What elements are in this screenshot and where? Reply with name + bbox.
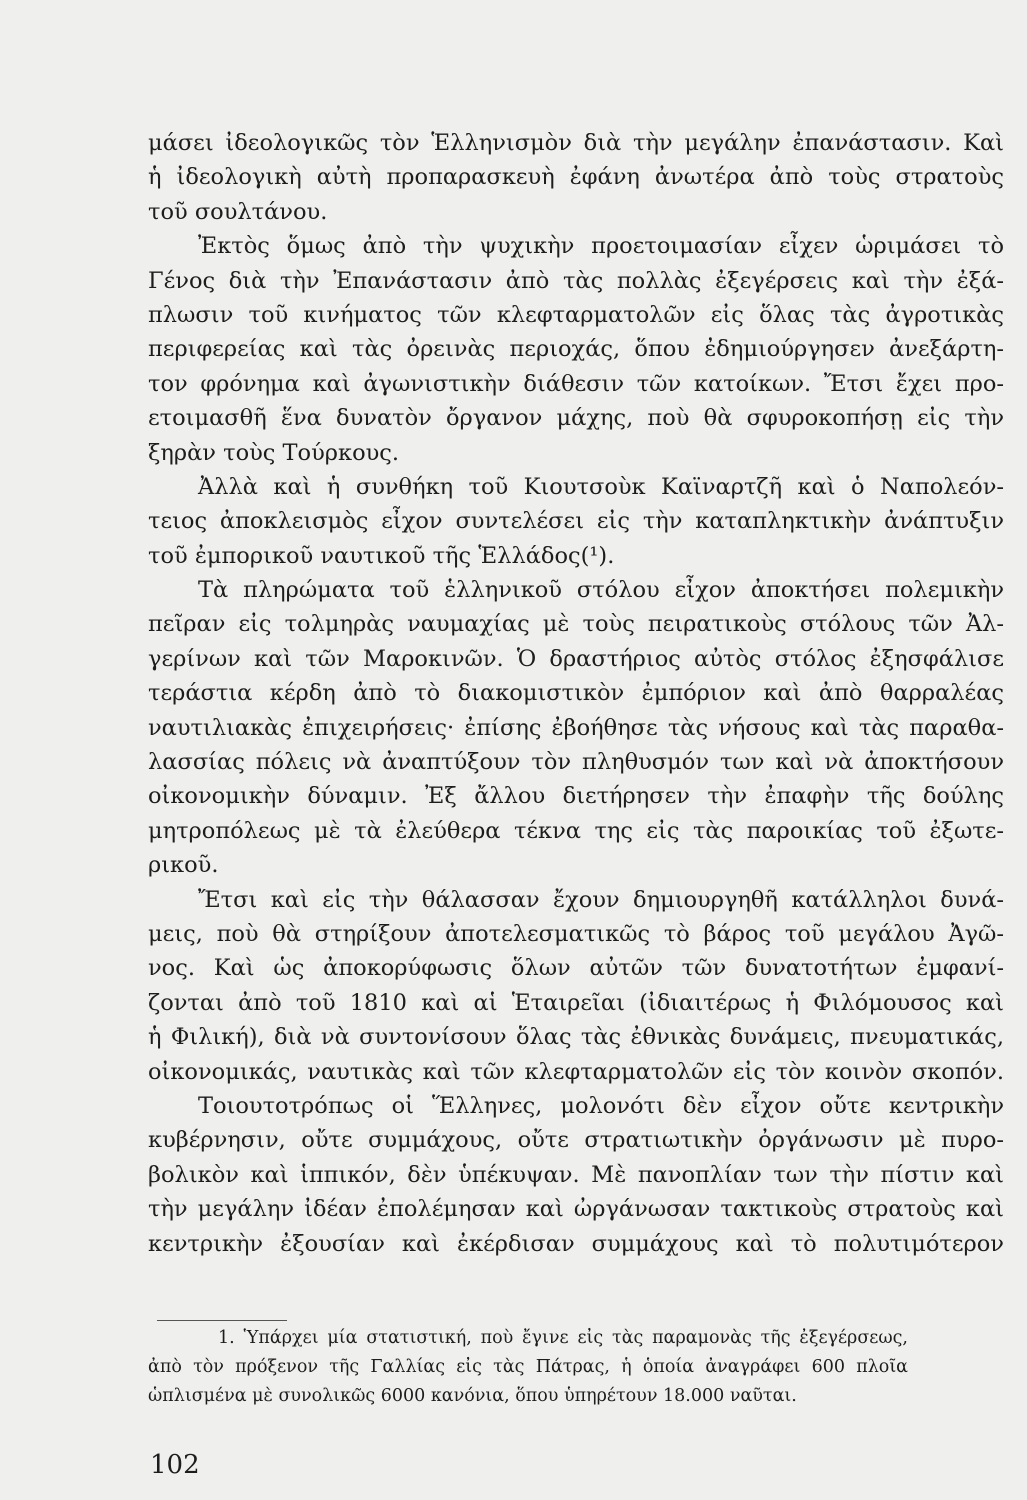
body-line: ἡ ἰδεολογικὴ αὐτὴ προπαρασκευὴ ἐφάνη ἀνωτέρα ἀπὸ τοὺς στρατοὺς [148, 164, 1004, 191]
body-line: οἰκονομικὴν δύναμιν. Ἐξ ἄλλου διετήρησεν τὴν ἐπαφὴν τῆς δούλης [148, 783, 1004, 810]
body-line: γερίνων καὶ τῶν Μαροκινῶν. Ὁ δραστήριος αὐτὸς στόλος ἐξησφάλισε [148, 645, 1004, 672]
body-line: ετοιμασθῆ ἕνα δυνατὸν ὄργανον μάχης, ποὺ θὰ σφυροκοπήσῃ εἰς τὴν [148, 405, 1004, 432]
body-line: πλωσιν τοῦ κινήματος τῶν κλεφταρματολῶν εἰς ὅλας τὰς ἀγροτικὰς [148, 301, 1004, 328]
body-line: μεις, ποὺ θὰ στηρίξουν ἀποτελεσματικῶς τὸ βάρος τοῦ μεγάλου Ἀγῶ- [148, 920, 1004, 947]
body-line: περιφερείας καὶ τὰς ὀρεινὰς περιοχάς, ὅπου ἐδημιούργησεν ἀνεξάρτη- [148, 336, 1004, 363]
body-line: Τοιουτοτρόπως οἱ Ἕλληνες, μολονότι δὲν εἶχον οὔτε κεντρικὴν [198, 1092, 1004, 1119]
body-line: Γένος διὰ τὴν Ἐπανάστασιν ἀπὸ τὰς πολλὰς ἐξεγέρσεις καὶ τὴν ἐξά- [148, 267, 1004, 294]
body-line: τὴν μεγάλην ἰδέαν ἐπολέμησαν καὶ ὠργάνωσαν τακτικοὺς στρατοὺς καὶ [148, 1196, 1004, 1223]
body-line: Ἐκτὸς ὅμως ἀπὸ τὴν ψυχικὴν προετοιμασίαν εἶχεν ὡριμάσει τὸ [198, 233, 1004, 260]
body-line: οἰκονομικάς, ναυτικὰς καὶ τῶν κλεφταρματολῶν εἰς τὸν κοινὸν σκοπόν. [148, 1058, 1004, 1085]
body-line: τοῦ ἐμπορικοῦ ναυτικοῦ τῆς Ἑλλάδος(¹). [148, 542, 615, 569]
body-line: νος. Καὶ ὡς ἀποκορύφωσις ὅλων αὐτῶν τῶν δυνατοτήτων ἐμφανί- [148, 955, 1004, 982]
body-line: βολικὸν καὶ ἱππικόν, δὲν ὑπέκυψαν. Μὲ πανοπλίαν των τὴν πίστιν καὶ [148, 1161, 1004, 1188]
body-line: ναυτιλιακὰς ἐπιχειρήσεις· ἐπίσης ἐβοήθησε τὰς νήσους καὶ τὰς παραθα- [148, 714, 1004, 741]
body-line: τειος ἀποκλεισμὸς εἶχον συντελέσει εἰς τὴν καταπληκτικὴν ἀνάπτυξιν [148, 508, 1004, 535]
body-line: τεράστια κέρδη ἀπὸ τὸ διακομιστικὸν ἐμπόριον καὶ ἀπὸ θαρραλέας [148, 680, 1004, 707]
body-line: ρικοῦ. [148, 852, 219, 879]
body-line: Ἔτσι καὶ εἰς τὴν θάλασσαν ἔχουν δημιουργηθῆ κατάλληλοι δυνά- [198, 886, 1004, 913]
body-line: κυβέρνησιν, οὔτε συμμάχους, οὔτε στρατιωτικὴν ὀργάνωσιν μὲ πυρο- [148, 1127, 1004, 1154]
footnote-line: 1. Ὑπάρχει μία στατιστική, ποὺ ἔγινε εἰς τὰς παραμονὰς τῆς ἐξεγέρσεως, [218, 1328, 908, 1348]
body-line: Ἀλλὰ καὶ ἡ συνθήκη τοῦ Κιουτσοὺκ Καϊναρτζῆ καὶ ὁ Ναπολεόν- [198, 473, 1004, 500]
body-line: ζονται ἀπὸ τοῦ 1810 καὶ αἱ Ἑταιρεῖαι (ἰδιαιτέρως ἡ Φιλόμουσος καὶ [148, 989, 1004, 1016]
body-line: τον φρόνημα καὶ ἀγωνιστικὴν διάθεσιν τῶν κατοίκων. Ἔτσι ἔχει προ- [148, 370, 1004, 397]
body-line: τοῦ σουλτάνου. [148, 198, 328, 225]
footnote-line: ἀπὸ τὸν πρόξενον τῆς Γαλλίας εἰς τὰς Πάτρας, ἡ ὁποία ἀναγράφει 600 πλοῖα [148, 1357, 908, 1377]
footnote-line: ὡπλισμένα μὲ συνολικῶς 6000 κανόνια, ὅπου ὑπηρέτουν 18.000 ναῦται. [148, 1386, 797, 1406]
body-line: μάσει ἰδεολογικῶς τὸν Ἑλληνισμὸν διὰ τὴν μεγάλην ἐπανάστασιν. Καὶ [148, 130, 1004, 156]
body-line: ἡ Φιλική), διὰ νὰ συντονίσουν ὅλας τὰς ἐθνικὰς δυνάμεις, πνευματικάς, [148, 1024, 1004, 1051]
body-line: Τὰ πληρώματα τοῦ ἑλληνικοῦ στόλου εἶχον ἀποκτήσει πολεμικὴν [198, 577, 1004, 604]
body-line: πεῖραν εἰς τολμηρὰς ναυμαχίας μὲ τοὺς πειρατικοὺς στόλους τῶν Ἀλ- [148, 611, 1004, 638]
body-line: μητροπόλεως μὲ τὰ ἐλεύθερα τέκνα της εἰς τὰς παροικίας τοῦ ἐξωτε- [148, 817, 1004, 844]
footnote-divider [157, 1320, 287, 1321]
body-line: λασσίας πόλεις νὰ ἀναπτύξουν τὸν πληθυσμόν των καὶ νὰ ἀποκτήσουν [148, 749, 1004, 776]
page-number: 102 [150, 1450, 200, 1480]
body-line: κεντρικὴν ἐξουσίαν καὶ ἐκέρδισαν συμμάχους καὶ τὸ πολυτιμότερον [148, 1230, 1004, 1257]
body-text [148, 126, 1004, 1261]
footnote [148, 1324, 908, 1411]
body-line: ξηρὰν τοὺς Τούρκους. [148, 439, 400, 466]
